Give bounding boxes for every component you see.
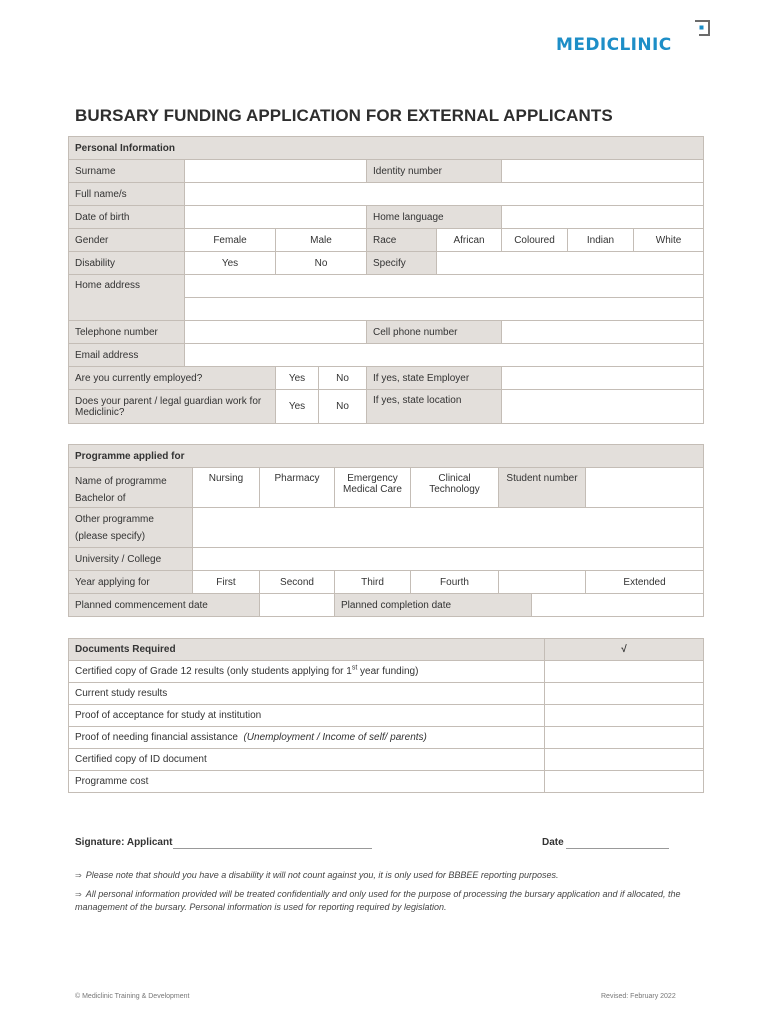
personal-information-table <box>68 136 704 424</box>
employed-option-no[interactable]: No <box>319 367 367 390</box>
surname-field[interactable] <box>185 160 367 183</box>
guardian-option-no[interactable]: No <box>319 390 367 424</box>
telephone-label: Telephone number <box>69 321 185 344</box>
signature-line[interactable] <box>173 848 372 849</box>
note-disability-text: Please note that should you have a disability it will not count against you, it is only used for BBBEE reporting purposes. <box>85 870 559 880</box>
identity-number-field[interactable] <box>502 160 704 183</box>
section-header-programme: Programme applied for <box>69 445 704 468</box>
commencement-date-field[interactable] <box>260 594 335 617</box>
commencement-date-label: Planned commencement date <box>69 594 260 617</box>
programme-option-clinical-technology[interactable]: Clinical Technology <box>411 468 499 508</box>
footer-revised: Revised: February 2022 <box>601 993 676 1000</box>
cell-phone-label: Cell phone number <box>367 321 502 344</box>
logo-mark-icon <box>694 20 710 36</box>
checkbox-study-results[interactable] <box>545 683 704 705</box>
arrow-bullet-icon: ⇒ <box>75 871 82 880</box>
telephone-field[interactable] <box>185 321 367 344</box>
guardian-option-yes[interactable]: Yes <box>276 390 319 424</box>
location-label: If yes, state location <box>367 390 502 424</box>
programme-name-label <box>69 468 193 508</box>
identity-number-label: Identity number <box>367 160 502 183</box>
other-programme-label-line-2: (please specify) <box>75 530 146 542</box>
employed-question: Are you currently employed? <box>69 367 276 390</box>
date-label: Date <box>542 837 564 848</box>
surname-label: Surname <box>69 160 185 183</box>
document-item-grade12-suffix: year funding) <box>357 666 419 677</box>
programme-option-pharmacy[interactable]: Pharmacy <box>260 468 335 508</box>
note-disability <box>75 869 685 882</box>
student-number-label: Student number <box>499 468 586 508</box>
year-option-fourth[interactable]: Fourth <box>411 571 499 594</box>
document-item-grade12-text: Certified copy of Grade 12 results (only students applying for 1 <box>75 666 352 677</box>
year-option-third[interactable]: Third <box>335 571 411 594</box>
section-header-documents: Documents Required <box>69 639 545 661</box>
completion-date-label: Planned completion date <box>335 594 532 617</box>
programme-option-nursing[interactable]: Nursing <box>193 468 260 508</box>
other-programme-label-line-1: Other programme <box>75 513 154 525</box>
home-language-field[interactable] <box>502 206 704 229</box>
year-blank-cell[interactable] <box>499 571 586 594</box>
year-applying-label: Year applying for <box>69 571 193 594</box>
university-field[interactable] <box>193 548 704 571</box>
gender-option-female[interactable]: Female <box>185 229 276 252</box>
gender-label: Gender <box>69 229 185 252</box>
race-option-indian[interactable]: Indian <box>568 229 634 252</box>
checkbox-financial-assistance[interactable] <box>545 727 704 749</box>
race-option-coloured[interactable]: Coloured <box>502 229 568 252</box>
race-option-african[interactable]: African <box>437 229 502 252</box>
document-item-financial-note: (Unemployment / Income of self/ parents) <box>243 732 427 743</box>
full-names-field[interactable] <box>185 183 704 206</box>
race-option-white[interactable]: White <box>634 229 704 252</box>
email-label: Email address <box>69 344 185 367</box>
logo-text: MEDICLINIC <box>556 35 672 55</box>
document-item-programme-cost: Programme cost <box>69 771 545 793</box>
document-item-study-results: Current study results <box>69 683 545 705</box>
year-option-extended[interactable]: Extended <box>586 571 704 594</box>
checkbox-id-document[interactable] <box>545 749 704 771</box>
race-label: Race <box>367 229 437 252</box>
gender-option-male[interactable]: Male <box>276 229 367 252</box>
home-address-label: Home address <box>69 275 185 321</box>
documents-check-header: √ <box>545 639 704 661</box>
section-header-personal: Personal Information <box>69 137 704 160</box>
home-address-field-line-2[interactable] <box>185 298 704 321</box>
disability-option-no[interactable]: No <box>276 252 367 275</box>
documents-table <box>68 638 704 793</box>
employer-field[interactable] <box>502 367 704 390</box>
employed-option-yes[interactable]: Yes <box>276 367 319 390</box>
employer-label: If yes, state Employer <box>367 367 502 390</box>
programme-option-emergency-medical-care[interactable]: Emergency Medical Care <box>335 468 411 508</box>
note-confidentiality <box>75 888 685 913</box>
document-item-id-document: Certified copy of ID document <box>69 749 545 771</box>
student-number-field[interactable] <box>586 468 704 508</box>
other-programme-label <box>69 508 193 548</box>
form-title: BURSARY FUNDING APPLICATION FOR EXTERNAL APPLICANTS <box>75 106 613 125</box>
mediclinic-logo <box>556 20 716 60</box>
disability-specify-field[interactable] <box>437 252 704 275</box>
full-names-label: Full name/s <box>69 183 185 206</box>
date-line[interactable] <box>566 848 669 849</box>
bachelor-of-label: Bachelor of <box>75 493 126 504</box>
year-option-second[interactable]: Second <box>260 571 335 594</box>
checkbox-programme-cost[interactable] <box>545 771 704 793</box>
date-of-birth-field[interactable] <box>185 206 367 229</box>
document-item-financial-assistance <box>69 727 545 749</box>
university-label: University / College <box>69 548 193 571</box>
email-field[interactable] <box>185 344 704 367</box>
completion-date-field[interactable] <box>532 594 704 617</box>
home-language-label: Home language <box>367 206 502 229</box>
home-address-field-line-1[interactable] <box>185 275 704 298</box>
arrow-bullet-icon: ⇒ <box>75 890 82 899</box>
disability-option-yes[interactable]: Yes <box>185 252 276 275</box>
programme-name-label-line-1: Name of programme <box>75 476 167 487</box>
guardian-question: Does your parent / legal guardian work for Mediclinic? <box>69 390 276 424</box>
checkbox-grade12[interactable] <box>545 661 704 683</box>
other-programme-field[interactable] <box>193 508 704 548</box>
location-field[interactable] <box>502 390 704 424</box>
date-of-birth-label: Date of birth <box>69 206 185 229</box>
superscript-st: st <box>351 664 358 672</box>
document-item-financial-text: Proof of needing financial assistance <box>75 732 238 743</box>
note-confidentiality-text: All personal information provided will be treated confidentially and only used for the purpose of processing the bursary application and if allocated, the management of the bursary. Personal information is used for reporting required by legislation. <box>75 889 681 912</box>
specify-label: Specify <box>367 252 437 275</box>
cell-phone-field[interactable] <box>502 321 704 344</box>
footer-copyright: © Mediclinic Training & Development <box>75 993 190 1000</box>
disability-label: Disability <box>69 252 185 275</box>
year-option-first[interactable]: First <box>193 571 260 594</box>
signature-applicant-label: Signature: Applicant <box>75 837 173 848</box>
document-item-grade12 <box>69 661 545 683</box>
document-item-proof-acceptance: Proof of acceptance for study at institution <box>69 705 545 727</box>
programme-table <box>68 444 704 617</box>
checkbox-proof-acceptance[interactable] <box>545 705 704 727</box>
